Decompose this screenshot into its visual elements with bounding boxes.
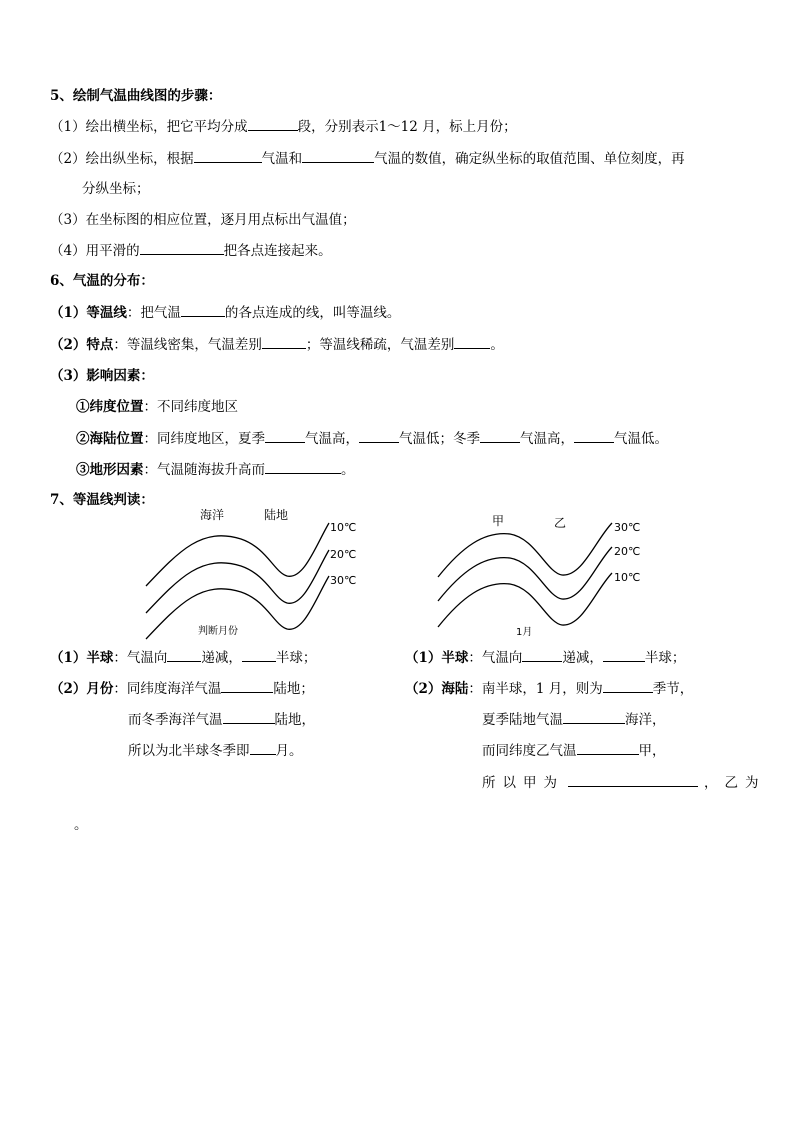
- left-q2-blank-1[interactable]: [221, 678, 273, 693]
- factor-sealand-text-c: 气温低；冬季: [399, 431, 480, 447]
- right-diagram-yi-label: 乙: [554, 516, 567, 530]
- left-q1-label: （1）半球: [50, 650, 114, 666]
- left-q1-blank-2[interactable]: [242, 647, 276, 662]
- right-diagram-jia-label: 甲: [492, 514, 505, 528]
- section7-heading: 7、等温线判读：: [50, 492, 154, 508]
- step2-blank-1[interactable]: [194, 148, 262, 163]
- factor-sealand-text-e: 气温低。: [614, 431, 668, 447]
- step4-text-b: 把各点连接起来。: [223, 243, 332, 259]
- right-q1-label: （1）半球: [405, 650, 469, 666]
- step2-text-a: （2）绘出纵坐标，根据: [50, 151, 194, 167]
- right-q1-line: [405, 647, 685, 668]
- left-q2-text-e: 所以为北半球冬季即: [128, 743, 250, 759]
- right-q2-label: （2）海陆: [405, 681, 469, 697]
- left-q2-text-b: 陆地；: [273, 681, 314, 697]
- left-q2-label: （2）月份: [50, 681, 114, 697]
- isotherm-label: （1）等温线: [50, 305, 127, 321]
- factor-latitude-label: ①纬度位置: [76, 399, 144, 415]
- isotherm-text-b: 的各点连成的线，叫等温线。: [224, 305, 401, 321]
- right-q2-line-3: [482, 740, 666, 761]
- left-iso-label-10: 10℃: [330, 521, 357, 534]
- right-q2-line: [405, 678, 693, 699]
- left-isotherm-20: [146, 550, 329, 613]
- features-blank-1[interactable]: [262, 334, 306, 349]
- factor-terrain-label: ③地形因素: [76, 462, 144, 478]
- factor-sealand-text-a: ：同纬度地区，夏季: [143, 431, 265, 447]
- right-q2-text-c: 夏季陆地气温: [482, 712, 563, 728]
- right-q1-blank-1[interactable]: [522, 647, 562, 662]
- features-text-a: ：等温线密集，气温差别: [113, 337, 262, 353]
- factor-sealand-label: ②海陆位置: [76, 431, 144, 447]
- left-q1-line: [50, 647, 316, 668]
- right-q1-text-a: ：气温向: [468, 650, 523, 666]
- right-q2-text-g: 所以甲为: [482, 775, 564, 791]
- right-q2-text-b: 季节，: [652, 681, 694, 697]
- step2-blank-2[interactable]: [302, 148, 374, 163]
- left-q1-text-a: ：气温向: [113, 650, 168, 666]
- right-iso-label-10: 10℃: [614, 571, 641, 584]
- factor-terrain-text-a: ：气温随海拔升高而: [143, 462, 265, 478]
- right-q2-blank-3[interactable]: [577, 740, 639, 755]
- step2-text-b: 气温和: [261, 151, 303, 167]
- factor-sealand-blank-4[interactable]: [574, 428, 614, 443]
- left-q2-text-c: 而冬季海洋气温: [128, 712, 223, 728]
- factor-sealand-text-b: 气温高，: [305, 431, 359, 447]
- factor-terrain-line: [76, 459, 355, 480]
- step4-text-a: （4）用平滑的: [50, 243, 140, 259]
- left-q1-blank-1[interactable]: [167, 647, 201, 662]
- right-isotherm-20: [438, 547, 612, 601]
- left-isotherm-10: [146, 523, 329, 586]
- step3-line: （3）在坐标图的相应位置，逐月用点标出气温值；: [50, 212, 356, 228]
- left-q2-text-d: 陆地，: [274, 712, 315, 728]
- left-diagram-caption: 判断月份: [198, 626, 238, 637]
- step2-text-c: 气温的数值，确定纵坐标的取值范围、单位刻度，再: [374, 151, 685, 167]
- right-q2-text-d: 海洋，: [625, 712, 666, 728]
- factors-label: （3）影响因素：: [50, 368, 154, 384]
- left-q2-line-2: [128, 709, 315, 730]
- step1-blank[interactable]: [248, 116, 298, 131]
- left-iso-label-30: 30℃: [330, 574, 357, 587]
- right-q2-blank-1[interactable]: [603, 678, 653, 693]
- isotherm-blank[interactable]: [181, 302, 225, 317]
- isotherm-text-a: ：把气温: [126, 305, 181, 321]
- left-q1-text-c: 半球；: [275, 650, 317, 666]
- left-iso-label-20: 20℃: [330, 548, 357, 561]
- right-diagram-caption: 1月: [516, 627, 533, 638]
- right-q2-line-2: [482, 709, 666, 730]
- right-q2-text-h: ，乙为: [704, 775, 766, 791]
- factor-latitude-text: ：不同纬度地区: [143, 399, 238, 415]
- step2-line: [50, 148, 685, 169]
- right-isotherm-10: [438, 573, 612, 627]
- right-q1-text-b: 递减，: [562, 650, 603, 666]
- right-q2-blank-2[interactable]: [563, 709, 625, 724]
- step1-text-a: （1）绘出横坐标，把它平均分成: [50, 119, 248, 135]
- left-q2-blank-3[interactable]: [250, 740, 276, 755]
- right-q2-line-4: [482, 772, 766, 793]
- left-q2-text-f: 月。: [275, 743, 303, 759]
- step2-continuation: 分纵坐标；: [82, 181, 150, 197]
- factor-terrain-blank[interactable]: [265, 459, 341, 474]
- factor-terrain-text-b: 。: [341, 462, 355, 478]
- step1-line: [50, 116, 517, 137]
- isotherm-diagram-right: [432, 505, 652, 645]
- factor-sealand-text-d: 气温高，: [520, 431, 574, 447]
- step4-line: [50, 240, 332, 261]
- factor-sealand-blank-1[interactable]: [265, 428, 305, 443]
- step1-text-b: 段，分别表示1～12 月，标上月份；: [297, 119, 517, 135]
- right-isotherm-30: [438, 523, 612, 577]
- right-q2-end: 。: [74, 817, 88, 833]
- right-q1-text-c: 半球；: [644, 650, 686, 666]
- left-diagram-land-label: 陆地: [264, 508, 289, 522]
- left-q2-text-a: ：同纬度海洋气温: [113, 681, 222, 697]
- right-q2-blank-4[interactable]: [568, 772, 698, 787]
- right-q2-text-a: ：南半球，1 月，则为: [468, 681, 603, 697]
- features-label: （2）特点: [50, 337, 114, 353]
- right-q2-text-f: 甲，: [638, 743, 666, 759]
- right-q2-text-e: 而同纬度乙气温: [482, 743, 577, 759]
- right-iso-label-30: 30℃: [614, 521, 641, 534]
- features-line: [50, 334, 504, 355]
- factor-sealand-blank-3[interactable]: [480, 428, 520, 443]
- left-q1-text-b: 递减，: [201, 650, 242, 666]
- features-text-c: 。: [490, 337, 504, 353]
- left-q2-line-3: [128, 740, 303, 761]
- section6-heading: 6、气温的分布：: [50, 273, 154, 289]
- section5-heading: 5、绘制气温曲线图的步骤：: [50, 88, 222, 104]
- step4-blank[interactable]: [140, 240, 224, 255]
- right-q1-blank-2[interactable]: [603, 647, 645, 662]
- left-q2-blank-2[interactable]: [223, 709, 275, 724]
- left-q2-line: [50, 678, 314, 699]
- factor-latitude-line: [76, 397, 238, 417]
- factor-sealand-line: [76, 428, 668, 449]
- right-iso-label-20: 20℃: [614, 545, 641, 558]
- isotherm-diagram-left: [140, 505, 360, 645]
- factor-sealand-blank-2[interactable]: [359, 428, 399, 443]
- left-diagram-ocean-label: 海洋: [200, 508, 225, 522]
- isotherm-definition-line: [50, 302, 400, 323]
- features-blank-2[interactable]: [454, 334, 490, 349]
- features-text-b: ；等温线稀疏，气温差别: [305, 337, 455, 353]
